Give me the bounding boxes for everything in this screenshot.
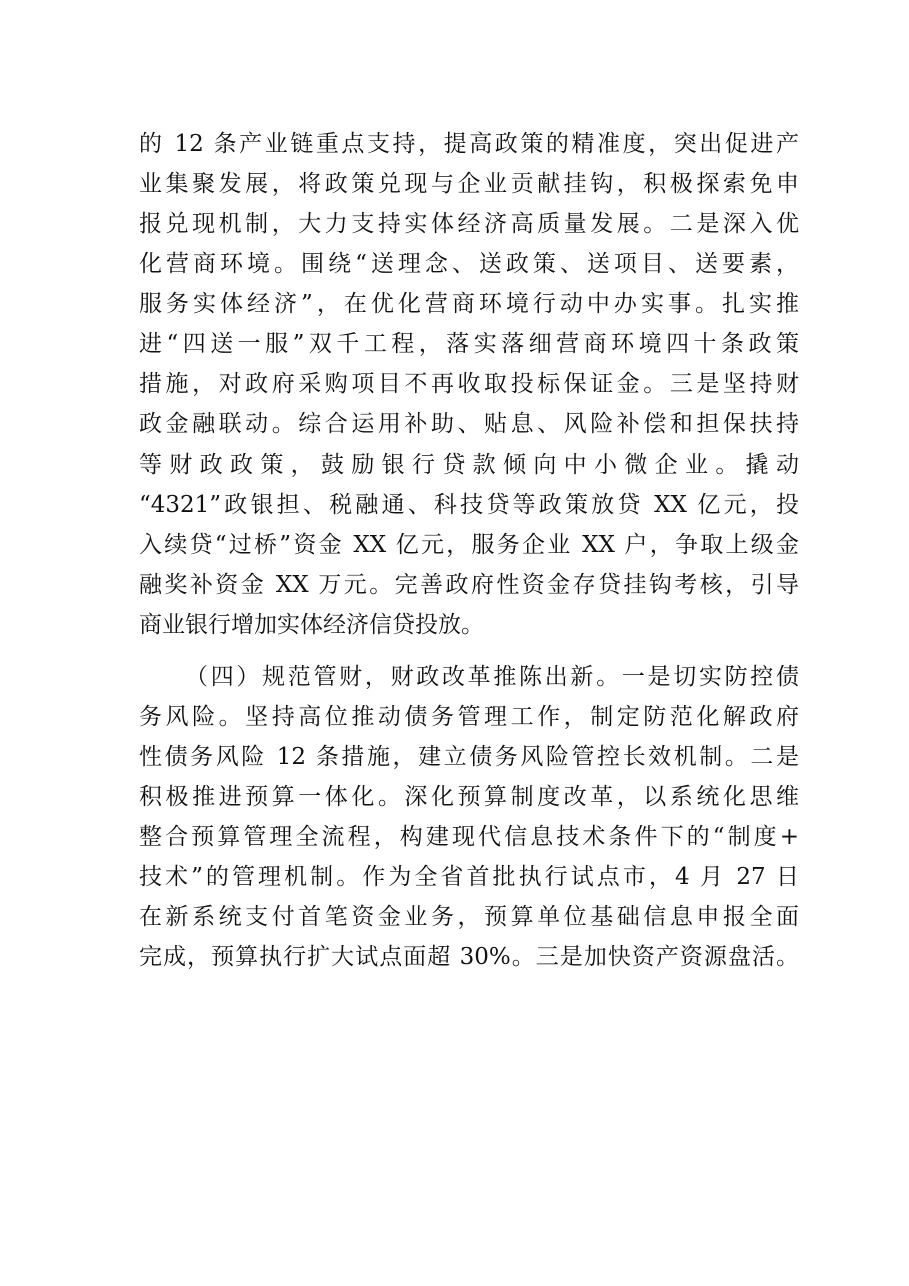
text-line: 性债务风险 12 条措施，建立债务风险管控长效机制。二是 [139, 744, 799, 770]
text-line: 完成，预算执行扩大试点面超 30%。三是加快资产资源盘活。 [139, 944, 799, 970]
text-line: （四）规范管财，财政改革推陈出新。一是切实防控债 [185, 664, 799, 690]
text-line: “4321”政银担、税融通、科技贷等政策放贷 XX 亿元，投 [139, 492, 799, 518]
text-line: 业集聚发展，将政策兑现与企业贡献挂钩，积极探索免申 [139, 171, 799, 197]
text-line: 化营商环境。围绕“送理念、送政策、送项目、送要素， [139, 251, 799, 277]
text-line: 务风险。坚持高位推动债务管理工作，制定防范化解政府 [139, 704, 799, 730]
text-line: 商业银行增加实体经济信贷投放。 [139, 612, 484, 638]
text-line: 政金融联动。综合运用补助、贴息、风险补偿和担保扶持 [139, 411, 799, 437]
text-line: 报兑现机制，大力支持实体经济高质量发展。二是深入优 [139, 211, 799, 237]
text-line: 在新系统支付首笔资金业务，预算单位基础信息申报全面 [139, 904, 799, 930]
text-line: 融奖补资金 XX 万元。完善政府性资金存贷挂钩考核，引导 [139, 572, 799, 598]
text-line: 服务实体经济”，在优化营商环境行动中办实事。扎实推 [139, 291, 799, 317]
text-line: 的 12 条产业链重点支持，提高政策的精准度，突出促进产 [139, 131, 799, 157]
text-line: 入续贷“过桥”资金 XX 亿元，服务企业 XX 户，争取上级金 [139, 532, 799, 558]
text-line: 等财政政策，鼓励银行贷款倾向中小微企业。撬动 [139, 452, 799, 478]
text-line: 技术”的管理机制。作为全省首批执行试点市，4 月 27 日 [139, 864, 799, 890]
text-line: 整合预算管理全流程，构建现代信息技术条件下的“制度+ [139, 824, 799, 850]
text-line: 积极推进预算一体化。深化预算制度改革，以系统化思维 [139, 784, 799, 810]
text-line: 措施，对政府采购项目不再收取投标保证金。三是坚持财 [139, 371, 799, 397]
text-line: 进“四送一服”双千工程，落实落细营商环境四十条政策 [139, 331, 799, 357]
